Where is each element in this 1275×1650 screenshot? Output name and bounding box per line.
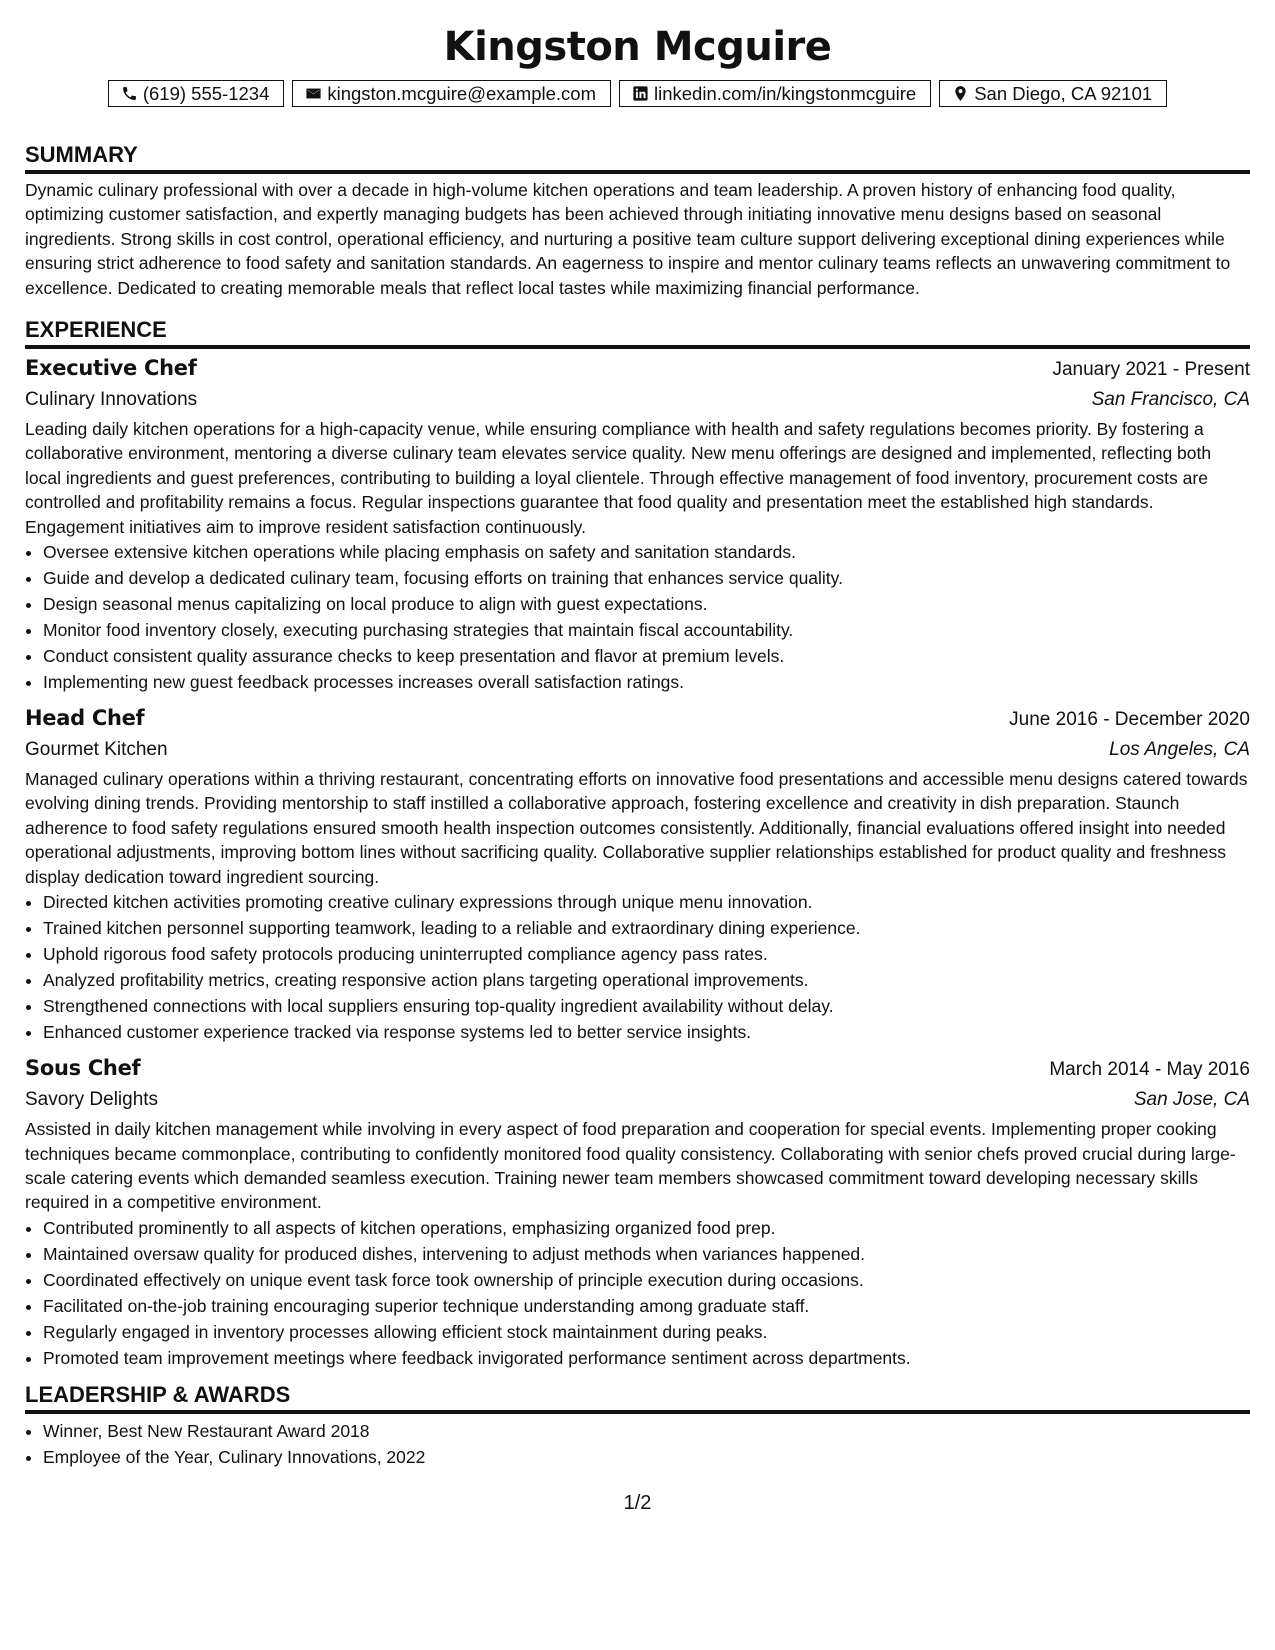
contact-email[interactable] (292, 80, 611, 107)
list-item: • Trained kitchen personnel supporting teamwork, leading to a reliable and extraordinary dining experience. (43, 915, 1250, 941)
job-description: Assisted in daily kitchen management while involving in every aspect of food preparation and cooperation for special events. Implementing proper cooking techniques became commonplace, contributing to confidently monitored food quality consistency. Collaborating with senior chefs proved crucial during large-scale catering events which demanded seamless execution. Training newer team members showcased commitment toward developing necessary skills required in a competitive environment. (25, 1119, 1236, 1213)
job-title: Sous Chef (25, 1056, 141, 1081)
list-item: • Guide and develop a dedicated culinary team, focusing efforts on training that enhances service quality. (43, 565, 1250, 591)
page-number: 1/2 (623, 1492, 652, 1514)
list-item: • Implementing new guest feedback processes increases overall satisfaction ratings. (43, 669, 1250, 695)
job-dates: January 2021 - Present (1052, 359, 1250, 381)
job-dates: June 2016 - December 2020 (1009, 709, 1250, 731)
job-description: Managed culinary operations within a thriving restaurant, concentrating efforts on innovative food presentations and accessible menu designs catered towards evolving dining trends. Providing mentorship to staff instilled a collaborative approach, fostering excellence and creativity in dish preparation. Staunch adherence to food safety regulations ensured smooth health inspection outcomes consistently. Additionally, financial evaluations offered insight into needed operational adjustments, improving bottom lines without sacrificing quality. Collaborative supplier relationships established for product quality and freshness display dedication toward ingredient sourcing. (25, 769, 1248, 887)
linkedin-text: linkedin.com/in/kingstonmcguire (654, 82, 917, 104)
list-item: • Directed kitchen activities promoting creative culinary expressions through unique menu innovation. (43, 889, 1250, 915)
list-item: • Oversee extensive kitchen operations while placing emphasis on safety and sanitation standards. (43, 539, 1250, 565)
experience-section (25, 316, 1250, 1371)
list-item: • Enhanced customer experience tracked via response systems led to better service insights. (43, 1019, 1250, 1045)
list-item: • Conduct consistent quality assurance checks to keep presentation and flavor at premium levels. (43, 643, 1250, 669)
email-text: kingston.mcguire@example.com (327, 82, 596, 104)
awards-list (25, 1418, 1250, 1470)
list-item: • Regularly engaged in inventory processes allowing efficient stock maintainment during peaks. (43, 1319, 1250, 1345)
list-item: • Design seasonal menus capitalizing on local produce to align with guest expectations. (43, 591, 1250, 617)
job-location: Los Angeles, CA (1109, 739, 1250, 761)
section-title-experience: EXPERIENCE (25, 316, 1250, 349)
phone-icon (121, 85, 138, 102)
job-location: San Jose, CA (1133, 1089, 1250, 1111)
map-pin-icon (952, 85, 969, 102)
linkedin-icon (632, 85, 649, 102)
location-text: San Diego, CA 92101 (974, 82, 1153, 104)
job-entry (25, 353, 1250, 695)
list-item: • Strengthened connections with local suppliers ensuring top-quality ingredient availability without delay. (43, 993, 1250, 1019)
list-item: • Employee of the Year, Culinary Innovations, 2022 (43, 1444, 1250, 1470)
job-title: Executive Chef (25, 356, 197, 381)
contact-location (939, 80, 1167, 107)
job-location: San Francisco, CA (1091, 389, 1250, 411)
job-entry (25, 1053, 1250, 1371)
list-item: • Promoted team improvement meetings where feedback invigorated performance sentiment across departments. (43, 1345, 1250, 1371)
resume-page (25, 20, 1250, 1470)
contact-phone[interactable] (108, 80, 285, 107)
awards-section (25, 1381, 1250, 1470)
list-item: • Facilitated on-the-job training encouraging superior technique understanding among graduate staff. (43, 1293, 1250, 1319)
summary-section (25, 141, 1250, 300)
section-title-awards: LEADERSHIP & AWARDS (25, 1381, 1250, 1414)
list-item: • Winner, Best New Restaurant Award 2018 (43, 1418, 1250, 1444)
contact-bar (25, 80, 1250, 107)
list-item: • Uphold rigorous food safety protocols producing uninterrupted compliance agency pass rates. (43, 941, 1250, 967)
list-item: • Monitor food inventory closely, executing purchasing strategies that maintain fiscal accountability. (43, 617, 1250, 643)
job-dates: March 2014 - May 2016 (1049, 1059, 1250, 1081)
job-company: Savory Delights (25, 1089, 159, 1111)
list-item: • Maintained oversaw quality for produced dishes, intervening to adjust methods when variances happened. (43, 1241, 1250, 1267)
phone-text: (619) 555-1234 (142, 82, 270, 104)
envelope-icon (305, 85, 322, 102)
job-company: Gourmet Kitchen (25, 739, 168, 761)
list-item: • Analyzed profitability metrics, creating responsive action plans targeting operational improvements. (43, 967, 1250, 993)
section-title-summary: SUMMARY (25, 141, 1250, 174)
job-bullets (25, 539, 1250, 695)
summary-text: Dynamic culinary professional with over a decade in high-volume kitchen operations and team leadership. A proven history of enhancing food quality, optimizing customer satisfaction, and expertly managing budgets has been achieved through initiating innovative menu designs based on seasonal ingredients. Strong skills in cost control, operational efficiency, and nurturing a positive team culture support delivering exceptional dining experiences while ensuring strict adherence to food safety and sanitation standards. An eagerness to inspire and mentor culinary teams reflects an unwavering commitment to excellence. Dedicated to creating memorable meals that reflect local tastes while maximizing financial performance. (25, 180, 1231, 298)
job-title: Head Chef (25, 706, 145, 731)
job-entry (25, 703, 1250, 1045)
contact-linkedin[interactable] (619, 80, 931, 107)
job-company: Culinary Innovations (25, 389, 198, 411)
list-item: • Coordinated effectively on unique event task force took ownership of principle execution during occasions. (43, 1267, 1250, 1293)
job-bullets (25, 1215, 1250, 1371)
job-description: Leading daily kitchen operations for a high-capacity venue, while ensuring compliance with health and safety regulations becomes priority. By fostering a collaborative environment, mentoring a diverse culinary team elevates service quality. New menu offerings are designed and implemented, reflecting both local ingredients and guest preferences, contributing to building a loyal clientele. Through effective management of food inventory, procurement costs are controlled and profitability remains a focus. Regular inspections guarantee that food quality and presentation meet the established high standards. Engagement initiatives aim to improve resident satisfaction continuously. (25, 419, 1212, 537)
job-bullets (25, 889, 1250, 1045)
list-item: • Contributed prominently to all aspects of kitchen operations, emphasizing organized food prep. (43, 1215, 1250, 1241)
candidate-name: Kingston Mcguire (443, 24, 832, 70)
